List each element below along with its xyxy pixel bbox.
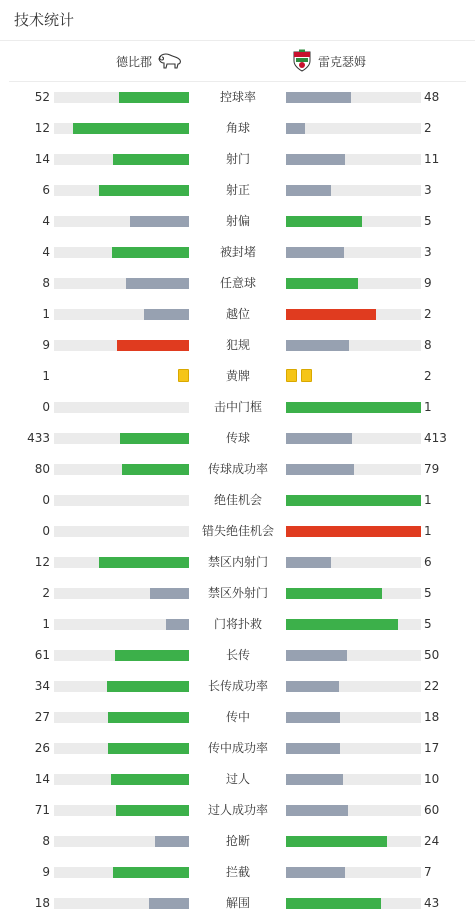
away-stat-bar-fill xyxy=(286,185,331,196)
home-stat-bar-fill xyxy=(119,92,189,103)
stat-row xyxy=(0,671,475,702)
away-stat-bar-fill xyxy=(286,92,351,103)
stat-row xyxy=(0,206,475,237)
stat-row xyxy=(0,175,475,206)
away-stat-value: 5 xyxy=(424,617,432,631)
stat-label: 角球 xyxy=(225,121,250,135)
home-team-name: 德比郡 xyxy=(115,54,152,69)
stat-label: 传中成功率 xyxy=(207,741,268,755)
home-stat-value: 12 xyxy=(34,555,50,569)
away-stat-bar-fill xyxy=(286,588,382,599)
away-stat-value: 1 xyxy=(424,400,432,414)
home-stat-value: 8 xyxy=(42,834,50,848)
stat-row xyxy=(0,268,475,299)
home-stat-bar-fill xyxy=(107,681,189,692)
home-stat-bar-fill xyxy=(115,650,189,661)
away-stat-bar-fill xyxy=(286,743,340,754)
away-stat-value: 10 xyxy=(424,772,440,786)
yellow-card-icon xyxy=(286,369,297,382)
yellow-card-icon xyxy=(301,369,312,382)
away-stat-bar xyxy=(286,898,421,909)
home-stat-bar-fill xyxy=(111,774,189,785)
home-stat-bar xyxy=(54,340,189,351)
away-stat-bar-fill xyxy=(286,464,354,475)
stat-label: 被封堵 xyxy=(219,245,256,259)
home-stat-value: 0 xyxy=(42,493,50,507)
away-stat-bar-fill xyxy=(286,433,352,444)
home-stat-value: 1 xyxy=(42,369,50,383)
stat-row xyxy=(0,888,475,919)
home-stat-bar xyxy=(54,898,189,909)
away-stat-bar xyxy=(286,588,421,599)
stat-row xyxy=(0,609,475,640)
wrexham-crest-icon xyxy=(292,49,312,73)
away-stat-bar xyxy=(286,278,421,289)
home-stat-value: 34 xyxy=(34,679,50,693)
away-stat-bar xyxy=(286,247,421,258)
stat-label: 绝佳机会 xyxy=(213,493,262,507)
home-stat-bar xyxy=(54,805,189,816)
home-stat-bar xyxy=(54,154,189,165)
home-stat-bar-fill xyxy=(113,867,189,878)
home-stat-value: 6 xyxy=(42,183,50,197)
home-stat-value: 2 xyxy=(42,586,50,600)
stat-row xyxy=(0,578,475,609)
home-stat-value: 27 xyxy=(34,710,50,724)
stat-row xyxy=(0,82,475,113)
home-stat-bar xyxy=(54,681,189,692)
away-stat-bar xyxy=(286,340,421,351)
stat-row xyxy=(0,237,475,268)
away-stat-bar-fill xyxy=(286,340,349,351)
home-stat-value: 0 xyxy=(42,400,50,414)
home-stat-bar-fill xyxy=(120,433,189,444)
away-stat-bar-fill xyxy=(286,526,421,537)
away-stat-bar-fill xyxy=(286,712,340,723)
away-stat-bar xyxy=(286,464,421,475)
stat-label: 抢断 xyxy=(225,834,250,848)
stat-row xyxy=(0,454,475,485)
stat-label: 射正 xyxy=(225,183,250,197)
home-stat-bar-fill xyxy=(117,340,189,351)
away-stat-bar xyxy=(286,805,421,816)
stat-label: 黄牌 xyxy=(225,369,250,383)
away-stat-bar-fill xyxy=(286,774,343,785)
away-stat-bar xyxy=(286,154,421,165)
away-stat-bar xyxy=(286,743,421,754)
away-stat-bar-fill xyxy=(286,650,347,661)
away-stat-bar-fill xyxy=(286,619,398,630)
stat-label: 过人成功率 xyxy=(207,803,268,817)
away-stat-value: 2 xyxy=(424,307,432,321)
away-stat-value: 9 xyxy=(424,276,432,290)
home-stat-bar xyxy=(54,92,189,103)
away-stat-bar-fill xyxy=(286,836,387,847)
stat-row xyxy=(0,795,475,826)
home-stat-bar-fill xyxy=(99,557,189,568)
stat-row xyxy=(0,516,475,547)
away-stat-value: 1 xyxy=(424,524,432,538)
home-stat-bar xyxy=(54,464,189,475)
stat-label: 传中 xyxy=(225,710,250,724)
home-yellow-cards xyxy=(54,369,189,382)
home-stat-value: 8 xyxy=(42,276,50,290)
stat-row xyxy=(0,857,475,888)
away-stat-value: 43 xyxy=(424,896,440,910)
home-stat-bar xyxy=(54,216,189,227)
away-stat-bar-fill xyxy=(286,898,381,909)
away-team-name: 雷克瑟姆 xyxy=(318,54,367,69)
home-stat-bar xyxy=(54,712,189,723)
away-stat-bar-fill xyxy=(286,402,421,413)
stat-row xyxy=(0,485,475,516)
away-stat-value: 1 xyxy=(424,493,432,507)
away-stat-value: 3 xyxy=(424,245,432,259)
away-stat-bar xyxy=(286,557,421,568)
home-stat-bar xyxy=(54,867,189,878)
yellow-card-icon xyxy=(178,369,189,382)
stat-label: 射门 xyxy=(225,152,250,166)
home-stat-bar-fill xyxy=(126,278,189,289)
away-stat-bar xyxy=(286,185,421,196)
stat-label: 传球 xyxy=(225,431,250,445)
stat-label: 犯规 xyxy=(225,338,250,352)
away-stat-value: 17 xyxy=(424,741,440,755)
home-stat-bar xyxy=(54,588,189,599)
stat-label: 击中门框 xyxy=(213,400,262,414)
away-stat-bar xyxy=(286,433,421,444)
away-stat-bar xyxy=(286,526,421,537)
home-stat-bar-fill xyxy=(122,464,190,475)
away-stat-value: 18 xyxy=(424,710,440,724)
away-stat-value: 6 xyxy=(424,555,432,569)
home-stat-bar-fill xyxy=(130,216,189,227)
away-stat-bar xyxy=(286,495,421,506)
stat-label: 错失绝佳机会 xyxy=(201,524,274,538)
away-stat-value: 5 xyxy=(424,586,432,600)
home-stat-bar xyxy=(54,433,189,444)
away-stat-value: 24 xyxy=(424,834,440,848)
stat-label: 拦截 xyxy=(225,865,250,879)
away-stat-value: 413 xyxy=(424,431,447,445)
home-stat-bar-fill xyxy=(99,185,189,196)
stat-row xyxy=(0,640,475,671)
home-stat-bar-fill xyxy=(144,309,189,320)
home-stat-bar-fill xyxy=(166,619,189,630)
stats-list xyxy=(0,82,475,919)
home-stat-value: 18 xyxy=(34,896,50,910)
home-stat-bar-fill xyxy=(116,805,189,816)
home-stat-bar-fill xyxy=(108,743,189,754)
home-stat-value: 71 xyxy=(34,803,50,817)
home-stat-value: 80 xyxy=(34,462,50,476)
away-stat-value: 11 xyxy=(424,152,440,166)
stat-label: 过人 xyxy=(225,772,250,786)
home-stat-value: 1 xyxy=(42,617,50,631)
section-header xyxy=(0,0,475,41)
home-stat-bar-fill xyxy=(73,123,189,134)
away-stat-value: 48 xyxy=(424,90,440,104)
home-stat-bar xyxy=(54,123,189,134)
home-stat-bar xyxy=(54,557,189,568)
home-stat-bar xyxy=(54,402,189,413)
away-stat-bar-fill xyxy=(286,154,345,165)
stat-row xyxy=(0,547,475,578)
stat-row xyxy=(0,361,475,392)
away-stat-bar xyxy=(286,402,421,413)
home-stat-bar-fill xyxy=(108,712,189,723)
away-stat-value: 5 xyxy=(424,214,432,228)
stat-label: 任意球 xyxy=(219,276,256,290)
away-stat-value: 3 xyxy=(424,183,432,197)
away-stat-bar xyxy=(286,712,421,723)
home-stat-value: 26 xyxy=(34,741,50,755)
stat-label: 解围 xyxy=(225,896,250,910)
away-stat-bar-fill xyxy=(286,309,376,320)
stat-label: 门将扑救 xyxy=(213,617,262,631)
away-stat-value: 2 xyxy=(424,121,432,135)
away-stat-bar-fill xyxy=(286,278,358,289)
home-stat-bar xyxy=(54,526,189,537)
stat-label: 禁区内射门 xyxy=(207,555,268,569)
stat-row xyxy=(0,733,475,764)
home-stat-value: 52 xyxy=(34,90,50,104)
home-stat-bar-fill xyxy=(149,898,190,909)
home-stat-bar xyxy=(54,774,189,785)
away-stat-bar xyxy=(286,681,421,692)
stat-label: 传球成功率 xyxy=(207,462,268,476)
home-stat-bar-fill xyxy=(112,247,189,258)
home-stat-bar-fill xyxy=(155,836,189,847)
away-stat-bar-fill xyxy=(286,216,362,227)
away-stat-value: 60 xyxy=(424,803,440,817)
home-stat-value: 4 xyxy=(42,214,50,228)
home-stat-value: 0 xyxy=(42,524,50,538)
home-stat-value: 12 xyxy=(34,121,50,135)
stat-row xyxy=(0,423,475,454)
stat-label: 射偏 xyxy=(225,214,250,228)
home-stat-bar xyxy=(54,650,189,661)
stat-row xyxy=(0,299,475,330)
stat-row xyxy=(0,392,475,423)
stat-label: 越位 xyxy=(225,307,250,321)
away-stat-bar-fill xyxy=(286,557,331,568)
stat-row xyxy=(0,113,475,144)
ram-logo-icon xyxy=(156,51,182,71)
stat-row xyxy=(0,826,475,857)
home-stat-value: 61 xyxy=(34,648,50,662)
teams-row xyxy=(9,41,466,82)
home-stat-bar xyxy=(54,619,189,630)
away-stat-bar-fill xyxy=(286,247,344,258)
stat-row xyxy=(0,330,475,361)
home-stat-bar-fill xyxy=(150,588,189,599)
home-stat-bar xyxy=(54,495,189,506)
stat-label: 长传 xyxy=(225,648,250,662)
stat-row xyxy=(0,702,475,733)
stat-label: 长传成功率 xyxy=(207,679,268,693)
away-stat-bar-fill xyxy=(286,805,348,816)
stat-label: 禁区外射门 xyxy=(207,586,268,600)
away-stat-bar xyxy=(286,867,421,878)
home-stat-bar xyxy=(54,278,189,289)
away-stat-value: 7 xyxy=(424,865,432,879)
away-yellow-cards xyxy=(286,369,421,382)
home-stat-value: 433 xyxy=(27,431,50,445)
away-stat-value: 8 xyxy=(424,338,432,352)
home-stat-bar xyxy=(54,185,189,196)
home-stat-bar xyxy=(54,309,189,320)
stat-row xyxy=(0,144,475,175)
home-team[interactable] xyxy=(116,41,182,81)
away-stat-bar xyxy=(286,650,421,661)
home-stat-bar xyxy=(54,836,189,847)
away-stat-bar-fill xyxy=(286,123,305,134)
stat-row xyxy=(0,764,475,795)
home-stat-value: 1 xyxy=(42,307,50,321)
away-stat-value: 50 xyxy=(424,648,440,662)
away-stat-value: 22 xyxy=(424,679,440,693)
away-stat-bar xyxy=(286,309,421,320)
stat-label: 控球率 xyxy=(219,90,256,104)
home-stat-bar-fill xyxy=(113,154,189,165)
home-stat-value: 9 xyxy=(42,865,50,879)
home-stat-value: 14 xyxy=(34,152,50,166)
home-stat-value: 14 xyxy=(34,772,50,786)
home-stat-bar xyxy=(54,743,189,754)
away-team[interactable] xyxy=(292,41,366,81)
away-stat-bar xyxy=(286,92,421,103)
away-stat-bar-fill xyxy=(286,681,339,692)
away-stat-bar xyxy=(286,123,421,134)
away-stat-bar xyxy=(286,774,421,785)
away-stat-value: 79 xyxy=(424,462,440,476)
away-stat-bar-fill xyxy=(286,495,421,506)
home-stat-value: 4 xyxy=(42,245,50,259)
section-title: 技术统计 xyxy=(14,11,75,29)
home-stat-bar xyxy=(54,247,189,258)
away-stat-bar-fill xyxy=(286,867,345,878)
away-stat-bar xyxy=(286,216,421,227)
away-stat-bar xyxy=(286,836,421,847)
away-stat-bar xyxy=(286,619,421,630)
home-stat-value: 9 xyxy=(42,338,50,352)
away-stat-value: 2 xyxy=(424,369,432,383)
